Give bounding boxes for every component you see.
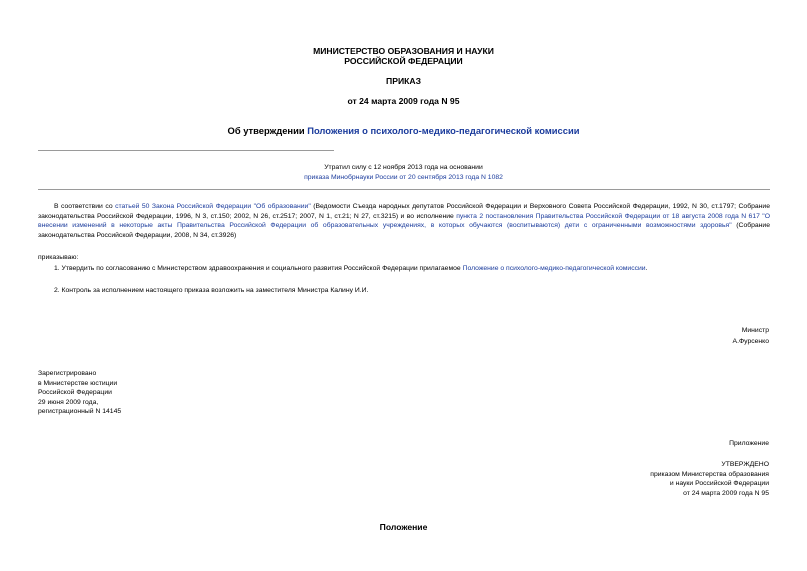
repeal-link[interactable]: приказа Минобрнауки России от 20 сентября 2013 года N 1082 — [304, 173, 503, 181]
registration-line: в Министерстве юстиции — [38, 379, 118, 387]
document-title — [0, 125, 807, 136]
title-link[interactable]: Положения о психолого-медико-педагогической комиссии — [307, 125, 580, 136]
preamble-paragraph — [38, 202, 770, 240]
approval-line: приказом Министерства образования — [650, 470, 769, 478]
registration-block — [38, 369, 121, 417]
signature-name: А.Фурсенко — [732, 338, 769, 345]
signature-position: Министр — [741, 327, 769, 334]
registration-line: регистрационный N 14145 — [38, 408, 122, 416]
approval-line: и науки Российской Федерации — [669, 480, 769, 488]
approval-line: УТВЕРЖДЕНО — [721, 461, 769, 468]
registration-line: Российской Федерации — [38, 389, 112, 397]
short-divider — [38, 150, 334, 151]
order-date: от 24 марта 2009 года N 95 — [347, 96, 460, 106]
regulation-link[interactable]: Положение о психолого-медико-педагогической комиссии — [462, 265, 646, 272]
preamble-text-2: (Ведомости Съезда народных депутатов Российской Федерации и Верховного Совета Российской Федерации, 1992, N 30, ст.1797; Собрание законодательства Российской Федерации, 1996, N 3, ст.150; 2002, N 26, ст.2517; 2007, N 1, ст.21; N 27, ст.3215) и во исполнение — [38, 203, 770, 220]
preamble-text-3: (Собрание законодательства Российской Федерации, 2008, N 34, ст.3926) — [38, 222, 771, 239]
registration-line: 29 июня 2009 года, — [38, 398, 99, 406]
government-decree-link[interactable]: пункта 2 постановления Правительства Российской Федерации от 18 августа 2008 года N 617 "О внесении изменений в некоторые акты Правительства Российской Федерации об образовательных учреждениях, в которых обучаются (воспитываются) дети с ограниченными возможностями здоровья" — [38, 212, 770, 230]
preamble-text-1: В соответствии со — [54, 203, 116, 210]
regulation-heading: Положение — [379, 522, 428, 532]
item1-text: 1. Утвердить по согласованию с Министерством здравоохранения и социального развития Российской Федерации прилагаемое — [54, 265, 463, 272]
ministry-line-1: МИНИСТЕРСТВО ОБРАЗОВАНИЯ И НАУКИ — [313, 46, 494, 56]
order-item-1 — [38, 264, 770, 274]
law-article-link[interactable]: статьей 50 Закона Российской Федерации "Об образовании" — [115, 203, 311, 210]
repeal-line: Утратил силу с 12 ноября 2013 года на основании — [324, 164, 483, 171]
long-divider — [38, 189, 770, 190]
approval-block — [650, 460, 769, 498]
approval-line: от 24 марта 2009 года N 95 — [683, 489, 769, 497]
repeal-note — [0, 164, 807, 183]
order-word: приказываю: — [38, 254, 79, 261]
registration-line: Зарегистрировано — [38, 370, 97, 377]
title-prefix: Об утверждении — [227, 125, 308, 136]
appendix-label: Приложение — [729, 440, 769, 447]
item1-end: . — [645, 265, 648, 272]
ministry-line-2: РОССИЙСКОЙ ФЕДЕРАЦИИ — [344, 56, 463, 66]
order-label: ПРИКАЗ — [386, 76, 421, 86]
order-item-2: 2. Контроль за исполнением настоящего приказа возложить на заместителя Министра Калину И.И. — [54, 287, 369, 294]
